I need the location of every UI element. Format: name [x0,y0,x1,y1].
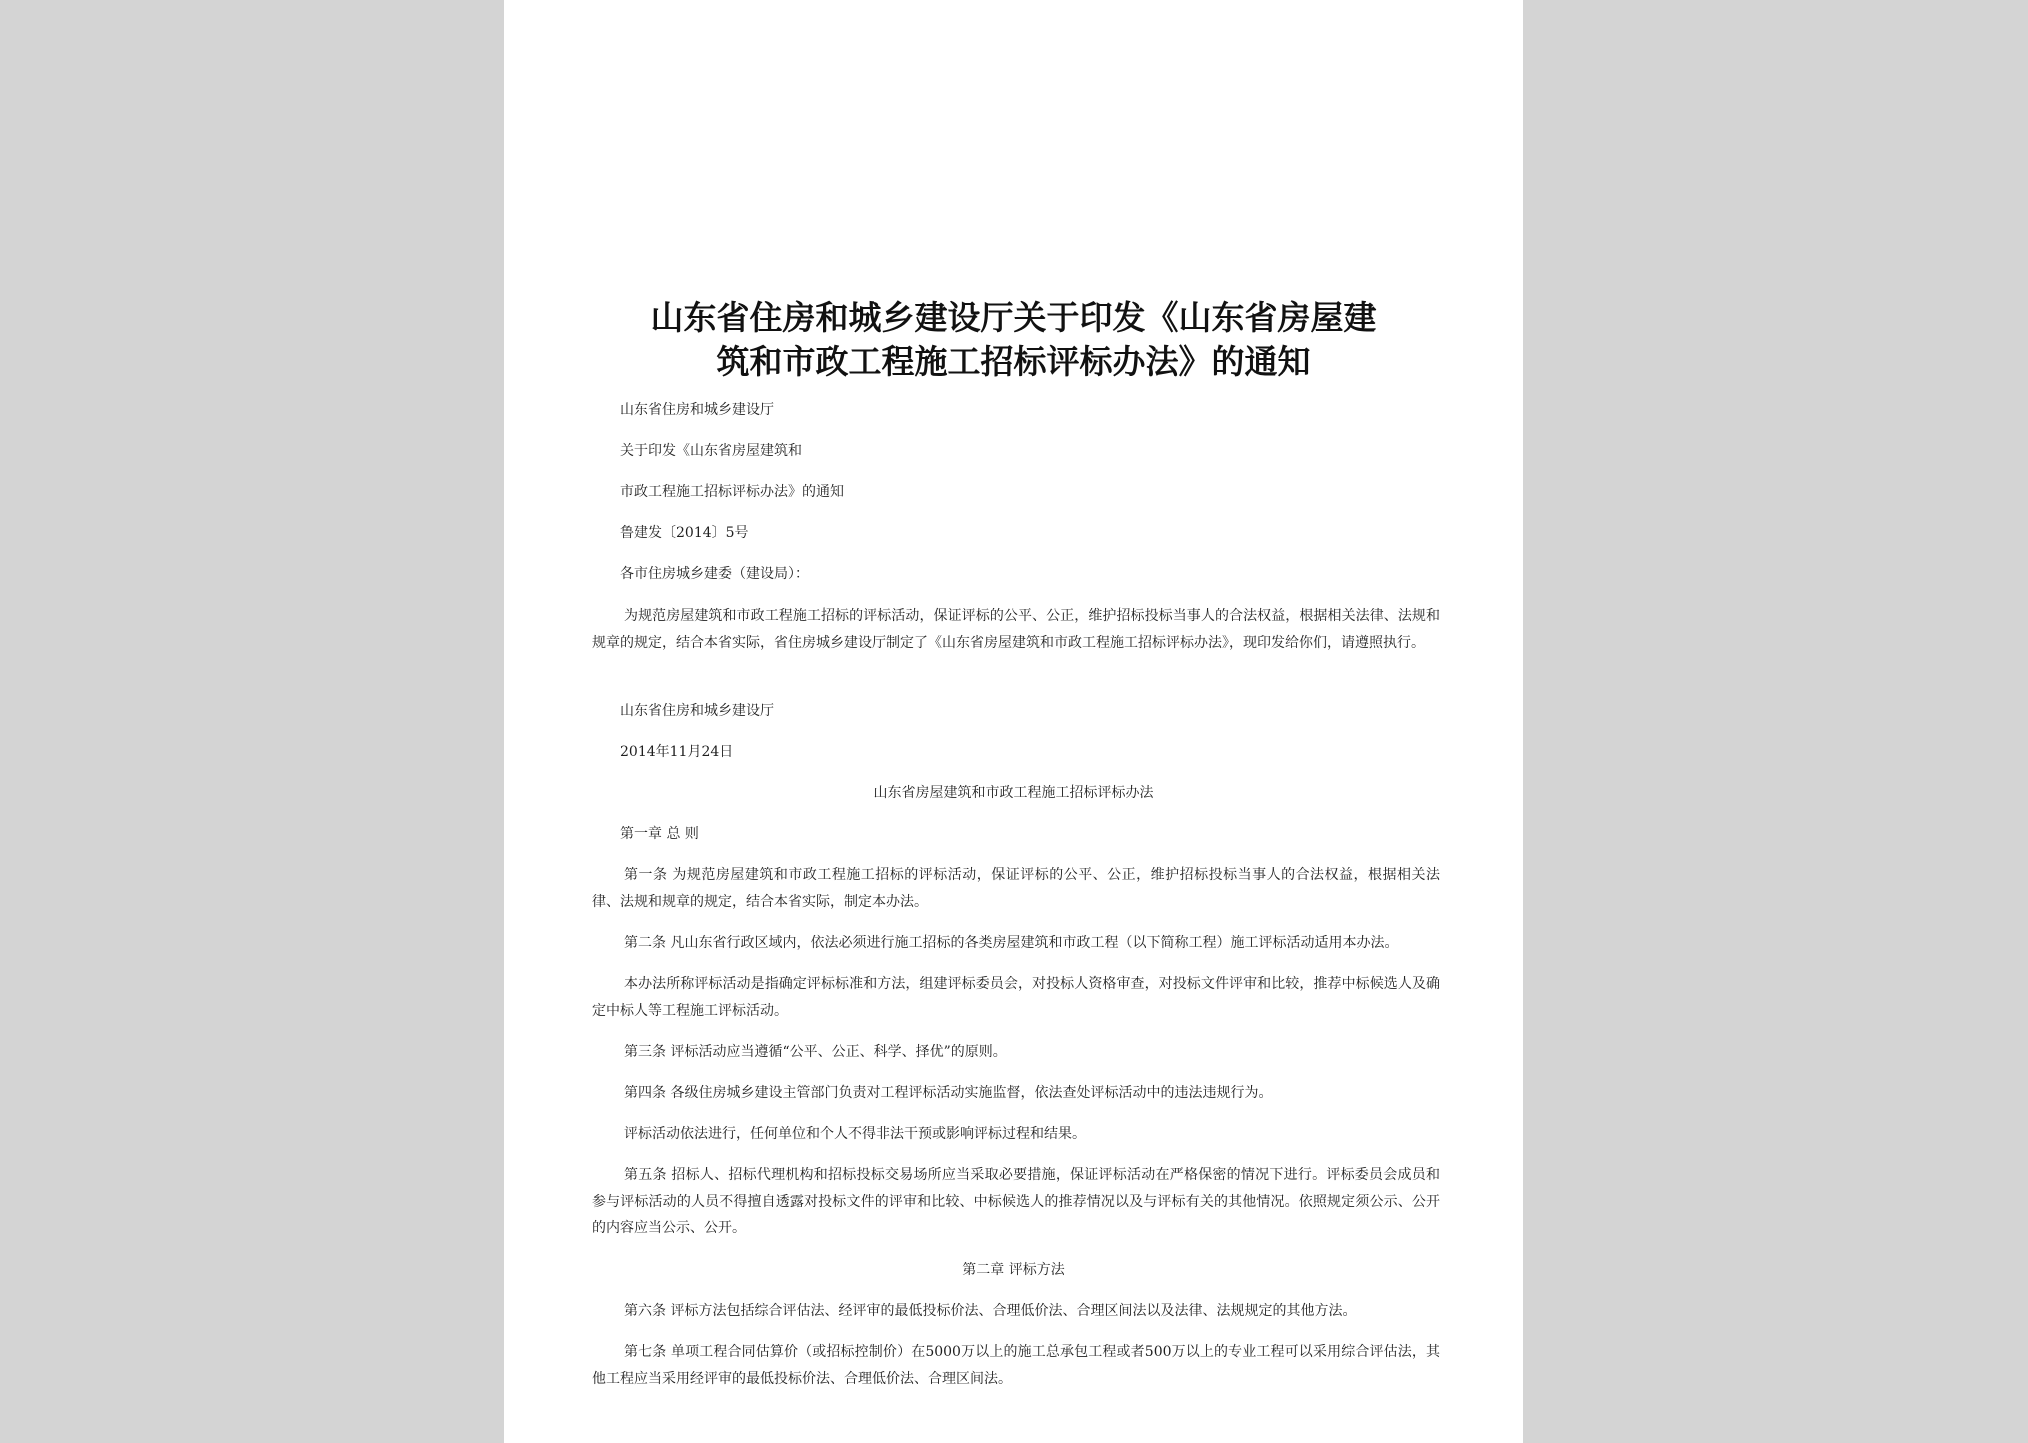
article-2-note: 本办法所称评标活动是指确定评标标准和方法，组建评标委员会，对投标人资格审查，对投标文件评审和比较，推荐中标候选人及确定中标人等工程施工评标活动。 [592,976,1440,1019]
article-4-note: 评标活动依法进行，任何单位和个人不得非法干预或影响评标过程和结果。 [624,1126,1086,1142]
article-3: 第三条 评标活动应当遵循“公平、公正、科学、择优”的原则。 [624,1044,1007,1060]
chapter-1-heading: 第一章 总 则 [620,826,699,842]
document-page [504,0,1523,1443]
document-title [504,296,1523,384]
subject-line-1: 关于印发《山东省房屋建筑和 [620,443,802,459]
article-4: 第四条 各级住房城乡建设主管部门负责对工程评标活动实施监督，依法查处评标活动中的违法违规行为。 [624,1085,1273,1101]
article-2: 第二条 凡山东省行政区域内，依法必须进行施工招标的各类房屋建筑和市政工程（以下简称工程）施工评标活动适用本办法。 [624,935,1399,951]
title-line-2: 筑和市政工程施工招标评标办法》的通知 [716,342,1311,381]
title-line-1: 山东省住房和城乡建设厅关于印发《山东省房屋建 [650,298,1377,337]
subject-line-2: 市政工程施工招标评标办法》的通知 [620,484,844,500]
document-number: 鲁建发〔2014〕5号 [620,525,749,541]
chapter-2-heading: 第二章 评标方法 [962,1262,1065,1278]
regulation-title: 山东省房屋建筑和市政工程施工招标评标办法 [873,785,1154,801]
article-6: 第六条 评标方法包括综合评估法、经评审的最低投标价法、合理低价法、合理区间法以及法律、法规规定的其他方法。 [624,1303,1357,1319]
issue-date: 2014年11月24日 [620,744,734,760]
signature: 山东省住房和城乡建设厅 [620,703,774,719]
article-7: 第七条 单项工程合同估算价（或招标控制价）在5000万以上的施工总承包工程或者500万以上的专业工程可以采用综合评估法，其他工程应当采用经评审的最低投标价法、合理低价法、合理区间法。 [592,1344,1440,1387]
intro-paragraph: 为规范房屋建筑和市政工程施工招标的评标活动，保证评标的公平、公正，维护招标投标当事人的合法权益，根据相关法律、法规和规章的规定，结合本省实际，省住房城乡建设厅制定了《山东省房屋建筑和市政工程施工招标评标办法》，现印发给你们，请遵照执行。 [592,608,1440,651]
article-1: 第一条 为规范房屋建筑和市政工程施工招标的评标活动，保证评标的公平、公正，维护招标投标当事人的合法权益，根据相关法律、法规和规章的规定，结合本省实际，制定本办法。 [592,867,1440,910]
addressee: 各市住房城乡建委（建设局）： [620,566,809,582]
article-5: 第五条 招标人、招标代理机构和招标投标交易场所应当采取必要措施，保证评标活动在严格保密的情况下进行。评标委员会成员和参与评标活动的人员不得擅自透露对投标文件的评审和比较、中标候选人的推荐情况以及与评标有关的其他情况。依照规定须公示、公开的内容应当公示、公开。 [592,1167,1440,1236]
issuer-line: 山东省住房和城乡建设厅 [620,402,774,418]
